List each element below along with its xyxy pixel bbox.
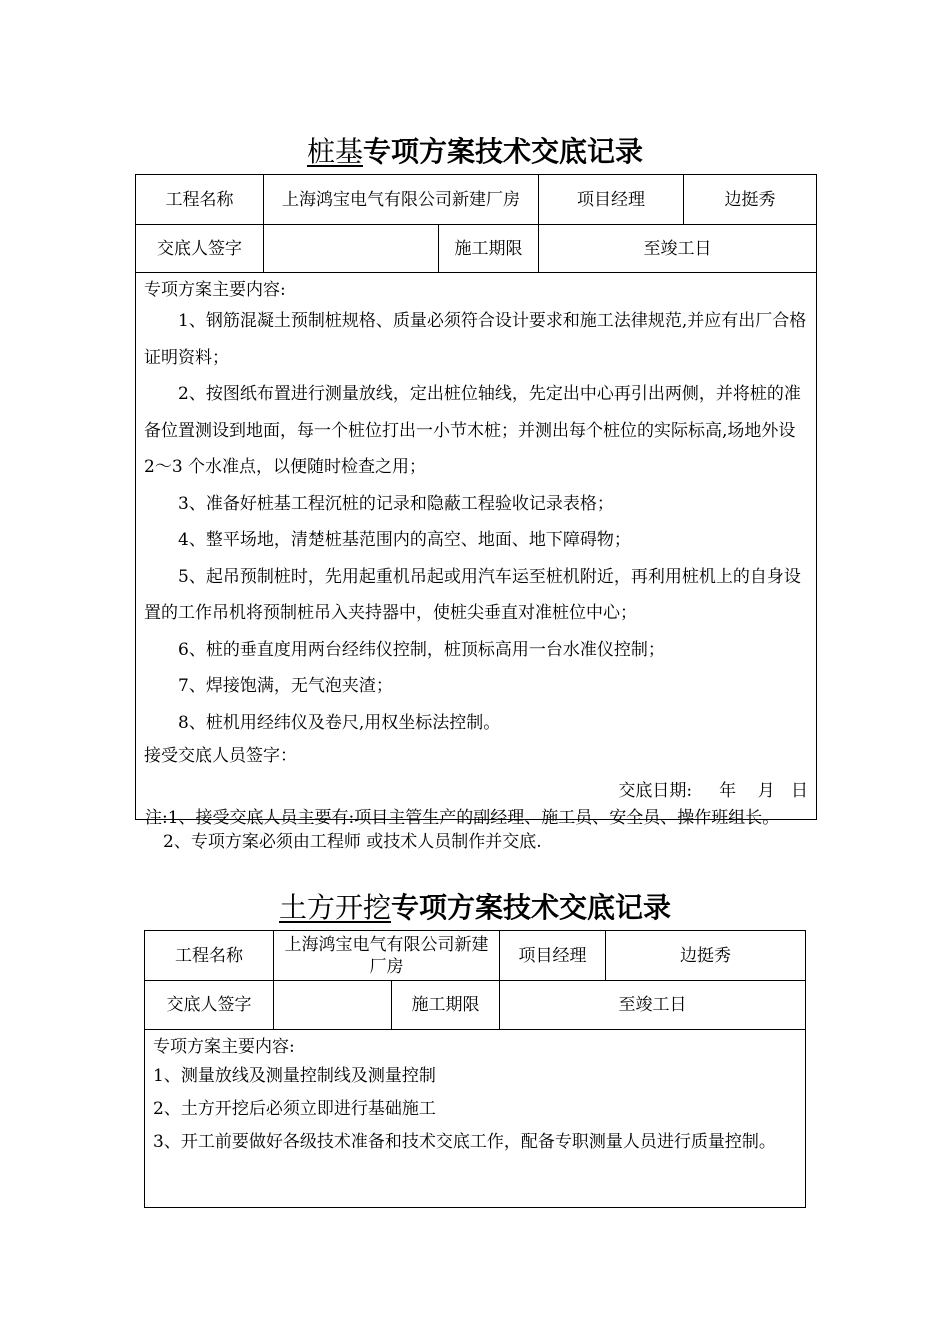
content-item: 5、起吊预制桩时，先用起重机吊起或用汽车运至桩机附近，再利用桩机上的自身设置的工作吊机将预制桩吊入夹持器中，使桩尖垂直对准桩位中心； — [144, 566, 801, 623]
handover-date: 交底日期: 年 月 日 — [618, 781, 808, 801]
project-manager-label: 项目经理 — [500, 931, 606, 981]
record2-title-rest: 专项方案技术交底记录 — [391, 891, 672, 924]
note-1: 注:1、接受交底人员主要有:项目主管生产的副经理、施工员、安全员、操作班组长。 — [145, 808, 780, 828]
record2-title — [0, 886, 950, 926]
content-item: 2、按图纸布置进行测量放线，定出桩位轴线，先定出中心再引出两侧，并将桩的准备位置测设到地面，每一个桩位打出一小节木桩；并测出每个桩位的实际标高,场地外设 2～3 个水准点，以便随时检查之用； — [144, 384, 801, 477]
content-item: 8、桩机用经纬仪及卷尺,用权坐标法控制。 — [178, 712, 501, 733]
record2-content — [145, 1030, 806, 1208]
period-label: 施工期限 — [392, 981, 500, 1030]
period-value: 至竣工日 — [500, 981, 806, 1030]
record2-title-underlined: 土方开挖 — [278, 891, 391, 924]
receiver-signature-label: 接受交底人员签字： — [144, 746, 297, 766]
content-item: 1、钢筋混凝土预制桩规格、质量必须符合设计要求和施工法律规范,并应有出厂合格证明资料； — [144, 311, 807, 368]
project-name-value: 上海鸿宝电气有限公司新建厂房 — [274, 931, 500, 981]
record1-title-rest: 专项方案技术交底记录 — [363, 135, 644, 168]
signer-label: 交底人签字 — [145, 981, 274, 1030]
content-item: 2、土方开挖后必须立即进行基础施工 — [153, 1099, 436, 1119]
note-2: 2、专项方案必须由工程师 或技术人员制作并交底. — [163, 832, 542, 852]
period-value: 至竣工日 — [539, 225, 817, 273]
project-manager-value: 边挺秀 — [684, 175, 817, 225]
content-item: 7、焊接饱满，无气泡夹渣； — [178, 676, 393, 696]
period-label: 施工期限 — [439, 225, 539, 273]
content-item: 4、整平场地，清楚桩基范围内的高空、地面、地下障碍物； — [178, 530, 631, 550]
content-heading: 专项方案主要内容: — [144, 280, 286, 300]
project-name-label: 工程名称 — [145, 931, 274, 981]
signer-label: 交底人签字 — [136, 225, 264, 273]
project-name-label: 工程名称 — [136, 175, 264, 225]
record1-notes — [145, 806, 815, 854]
content-item: 1、测量放线及测量控制线及测量控制 — [153, 1066, 436, 1086]
content-item: 6、桩的垂直度用两台经纬仪控制，桩顶标高用一台水准仪控制； — [178, 639, 665, 660]
record1-table — [135, 174, 817, 820]
content-heading: 专项方案主要内容: — [153, 1037, 295, 1057]
content-item: 3、开工前要做好各级技术准备和技术交底工作，配备专职测量人员进行质量控制。 — [153, 1132, 776, 1152]
signer-value — [264, 225, 439, 273]
content-item: 3、准备好桩基工程沉桩的记录和隐蔽工程验收记录表格； — [178, 493, 614, 514]
record1-title — [0, 130, 950, 170]
record1-content — [136, 273, 817, 820]
record1-title-underlined: 桩基 — [306, 135, 363, 168]
record2-table — [144, 930, 806, 1208]
project-name-value: 上海鸿宝电气有限公司新建厂房 — [264, 175, 539, 225]
project-manager-label: 项目经理 — [539, 175, 684, 225]
project-manager-value: 边挺秀 — [606, 931, 806, 981]
signer-value — [274, 981, 392, 1030]
